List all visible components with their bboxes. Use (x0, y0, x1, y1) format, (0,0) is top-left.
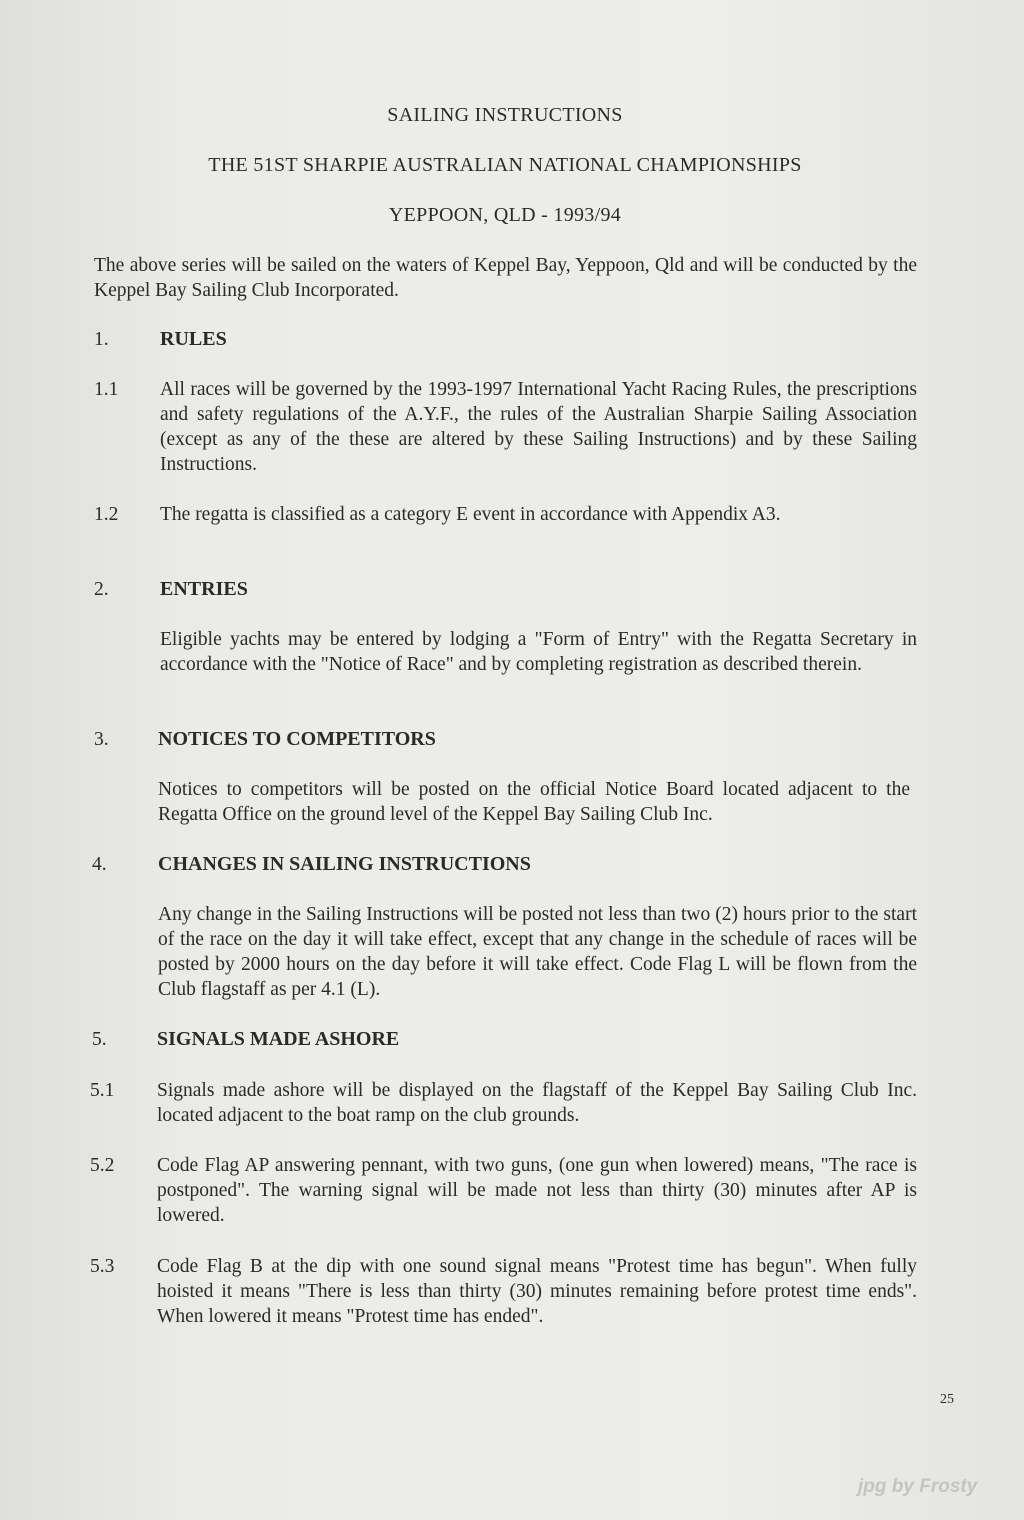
section-title-rules: RULES (160, 328, 227, 350)
clause-number: 5.1 (90, 1080, 115, 1101)
section-number: 2. (94, 579, 109, 600)
page-number: 25 (940, 1392, 954, 1407)
section-title-entries: ENTRIES (160, 578, 248, 600)
section-title-signals: SIGNALS MADE ASHORE (157, 1028, 400, 1050)
clause-number: 1.1 (94, 379, 119, 400)
section-number: 1. (94, 329, 109, 350)
entries-text: Eligible yachts may be entered by lodging a "Form of Entry" with the Regatta Secretary in accordance with the "Notice of Race" and by completing registration as described therein. (160, 629, 917, 675)
clause-number: 5.2 (90, 1155, 115, 1176)
clause-number: 1.2 (94, 504, 119, 525)
changes-text: Any change in the Sailing Instructions will be posted not less than two (2) hours prior to the start of the race on the day it will take effect, except that any change in the schedule of races will be posted by 2000 hours on the day before it will take effect. Code Flag L will be flown from the Club flagstaff as per 4.1 (L). (158, 904, 917, 1000)
event-title: THE 51ST SHARPIE AUSTRALIAN NATIONAL CHAMPIONSHIPS (208, 154, 802, 176)
section-title-notices: NOTICES TO COMPETITORS (158, 728, 436, 750)
section-number: 3. (94, 729, 109, 750)
section-number: 4. (92, 854, 107, 875)
notices-text: Notices to competitors will be posted on the official Notice Board located adjacent to the Regatta Office on the ground level of the Keppel Bay Sailing Club Inc. (158, 779, 910, 825)
clause-1-2-text: The regatta is classified as a category E event in accordance with Appendix A3. (160, 504, 781, 525)
clause-number: 5.3 (90, 1256, 115, 1277)
watermark: jpg by Frosty (858, 1476, 978, 1497)
clause-5-1-text: Signals made ashore will be displayed on the flagstaff of the Keppel Bay Sailing Club Inc. located adjacent to the boat ramp on the club grounds. (157, 1080, 917, 1126)
clause-5-2-text: Code Flag AP answering pennant, with two guns, (one gun when lowered) means, "The race is postponed". The warning signal will be made not less than thirty (30) minutes after AP is lowered. (157, 1155, 917, 1226)
event-location: YEPPOON, QLD - 1993/94 (388, 204, 622, 226)
intro-paragraph: The above series will be sailed on the waters of Keppel Bay, Yeppoon, Qld and will be conducted by the Keppel Bay Sailing Club Incorporated. (94, 255, 917, 301)
section-number: 5. (92, 1029, 107, 1050)
section-title-changes: CHANGES IN SAILING INSTRUCTIONS (158, 853, 531, 875)
clause-5-3-text: Code Flag B at the dip with one sound signal means "Protest time has begun". When fully hoisted it means "There is less than thirty (30) minutes remaining before protest time ends". When lowered it means "Protest time has ended". (157, 1256, 917, 1327)
doc-title: SAILING INSTRUCTIONS (387, 104, 623, 126)
clause-1-1-text: All races will be governed by the 1993-1997 International Yacht Racing Rules, the prescriptions and safety regulations of the A.Y.F., the rules of the Australian Sharpie Sailing Association (except as any of the these are altered by these Sailing Instructions) and by these Sailing Instructions. (160, 379, 917, 475)
